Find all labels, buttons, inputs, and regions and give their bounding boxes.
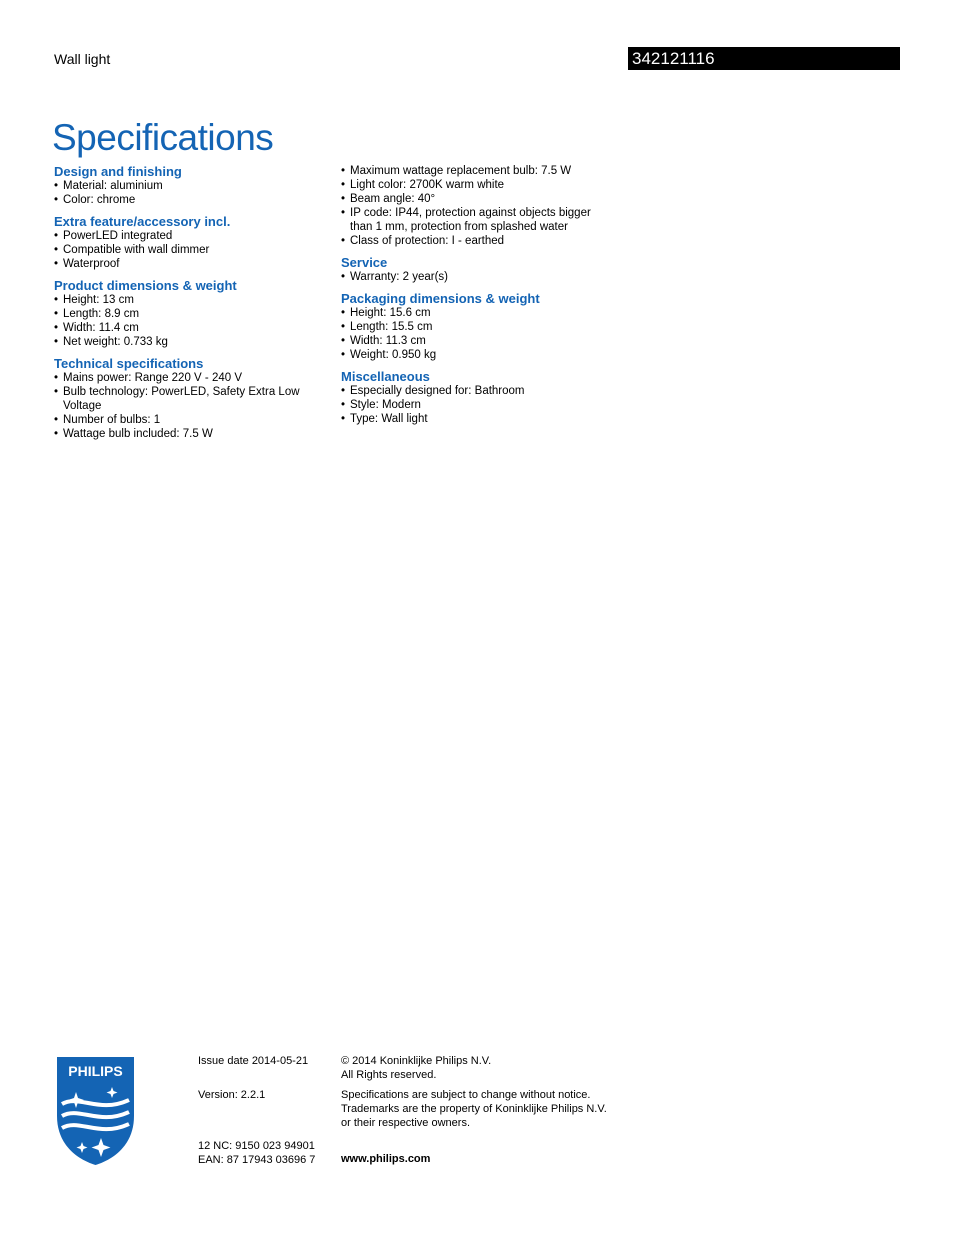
specs-right-column [341, 164, 611, 433]
spec-item: • Mains power: Range 220 V - 240 V [54, 371, 324, 385]
spec-item: • Number of bulbs: 1 [54, 413, 324, 427]
notice-line: Trademarks are the property of Koninklijke Philips N.V. [341, 1103, 607, 1115]
spec-item: • Material: aluminium [54, 179, 324, 193]
spec-item: • Height: 15.6 cm [341, 306, 611, 320]
spec-item: • IP code: IP44, protection against objects bigger than 1 mm, protection from splashed water [341, 206, 611, 234]
spec-item: • Compatible with wall dimmer [54, 243, 324, 257]
website-link[interactable]: www.philips.com [341, 1153, 431, 1165]
spec-item: • Warranty: 2 year(s) [341, 270, 611, 284]
spec-section-design [54, 164, 324, 207]
spec-item: • Width: 11.3 cm [341, 334, 611, 348]
notice-line: Specifications are subject to change without notice. [341, 1089, 591, 1101]
section-title: Product dimensions & weight [54, 278, 237, 293]
spec-item: • PowerLED integrated [54, 229, 324, 243]
spec-item: • Type: Wall light [341, 412, 611, 426]
copyright [341, 1054, 491, 1082]
spec-item: • Class of protection: I - earthed [341, 234, 611, 248]
section-title: Service [341, 255, 388, 270]
spec-item: • Weight: 0.950 kg [341, 348, 611, 362]
logo-wordmark: PHILIPS [68, 1063, 123, 1079]
section-title: Miscellaneous [341, 369, 430, 384]
spec-item: • Wattage bulb included: 7.5 W [54, 427, 324, 441]
spec-item: • Bulb technology: PowerLED, Safety Extra Low Voltage [54, 385, 324, 413]
legal-notice [341, 1088, 607, 1130]
section-title: Packaging dimensions & weight [341, 291, 540, 306]
spec-item: • Height: 13 cm [54, 293, 324, 307]
spec-section-miscellaneous [341, 369, 611, 426]
spec-item: • Length: 15.5 cm [341, 320, 611, 334]
spec-item: • Color: chrome [54, 193, 324, 207]
spec-section-packaging [341, 291, 611, 362]
spec-item: • Style: Modern [341, 398, 611, 412]
section-title: Technical specifications [54, 356, 204, 371]
technical-continued-list [341, 164, 611, 248]
spec-section-technical [54, 356, 324, 441]
copyright-line: © 2014 Koninklijke Philips N.V. [341, 1055, 492, 1067]
spec-item: • Especially designed for: Bathroom [341, 384, 611, 398]
notice-line: or their respective owners. [341, 1117, 470, 1129]
spec-item: • Waterproof [54, 257, 324, 271]
footer [0, 1052, 954, 1172]
spec-item: • Beam angle: 40° [341, 192, 611, 206]
spec-item: • Width: 11.4 cm [54, 321, 324, 335]
spec-item: • Maximum wattage replacement bulb: 7.5 W [341, 164, 611, 178]
spec-item: • Net weight: 0.733 kg [54, 335, 324, 349]
product-type: Wall light [54, 51, 111, 67]
specs-left-column [54, 164, 324, 448]
spec-section-service [341, 255, 611, 284]
product-code: 342121116 [632, 49, 715, 68]
product-code-bar [628, 47, 900, 70]
spec-section-product-dimensions [54, 278, 324, 349]
section-title: Design and finishing [54, 164, 182, 179]
nc-number: 12 NC: 9150 023 94901 [198, 1140, 315, 1152]
spec-item: • Length: 8.9 cm [54, 307, 324, 321]
spec-item: • Light color: 2700K warm white [341, 178, 611, 192]
rights-line: All Rights reserved. [341, 1069, 437, 1081]
philips-shield-logo-icon [54, 1054, 137, 1167]
section-title: Extra feature/accessory incl. [54, 214, 231, 229]
product-identifiers [198, 1139, 315, 1167]
page-title: Specifications [52, 116, 274, 158]
spec-section-extra-feature [54, 214, 324, 271]
ean-number: EAN: 87 17943 03696 7 [198, 1154, 316, 1166]
version: Version: 2.2.1 [198, 1089, 266, 1101]
issue-date: Issue date 2014-05-21 [198, 1055, 309, 1067]
